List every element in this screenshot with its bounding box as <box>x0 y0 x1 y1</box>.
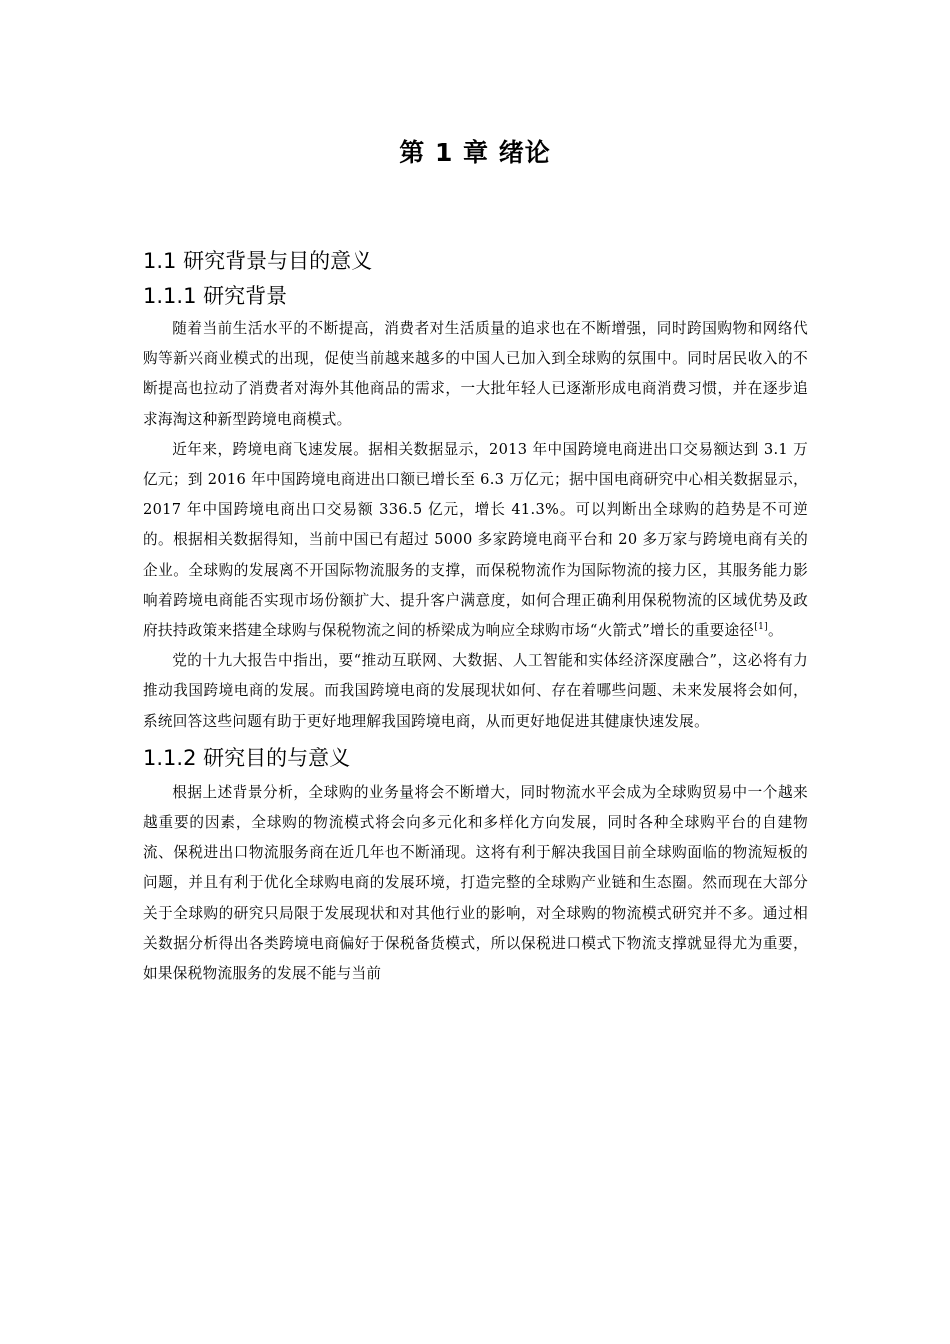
section-heading-1-1-2: 1.1.2 研究目的与意义 <box>143 745 351 770</box>
chapter-title: 第 1 章 绪论 <box>399 138 551 167</box>
paragraph-background-2 <box>143 435 808 646</box>
section-heading-1-1: 1.1 研究背景与目的意义 <box>143 249 373 273</box>
citation-marker: [1] <box>754 622 768 633</box>
document-body <box>143 244 808 989</box>
paragraph-background-2-text: 近年来，跨境电商飞速发展。据相关数据显示，2013 年中国跨境电商进出口交易额达到 3.1 万亿元；到 2016 年中国跨境电商进出口额已增长至 6.3 万亿元；据中国电商研究中心相关数据显示，2017 年中国跨境电商出口交易额 336.5 亿元，增长 41.3%。可以判断出全球购的趋势是不可逆的。根据相关数据得知，当前中国已有超过 5000 多家跨境电商平台和 20 多万家与跨境电商有关的企业。全球购的发展离不开国际物流服务的支撑，而保税物流作为国际物流的接力区，其服务能力影响着跨境电商能否实现市场份额扩大、提升客户满意度，如何合理正确利用保税物流的区域优势及政府扶持政策来搭建全球购与保税物流之间的桥梁成为响应全球购市场“火箭式”增长的重要途径 <box>143 440 808 640</box>
paragraph-background-3: 党的十九大报告中指出，要“推动互联网、大数据、人工智能和实体经济深度融合”，这必将有力推动我国跨境电商的发展。而我国跨境电商的发展现状如何、存在着哪些问题、未来发展将会如何，系统回答这些问题有助于更好地理解我国跨境电商，从而更好地促进其健康快速发展。 <box>143 652 808 730</box>
paragraph-purpose-1: 根据上述背景分析，全球购的业务量将会不断增大，同时物流水平会成为全球购贸易中一个越来越重要的因素，全球购的物流模式将会向多元化和多样化方向发展，同时各种全球购平台的自建物流、保税进出口物流服务商在近几年也不断涌现。这将有利于解决我国目前全球购面临的物流短板的问题，并且有利于优化全球购电商的发展环境，打造完整的全球购产业链和生态圈。然而现在大部分关于全球购的研究只局限于发展现状和对其他行业的影响，对全球购的物流模式研究并不多。通过相关数据分析得出各类跨境电商偏好于保税备货模式，所以保税进口模式下物流支撑就显得尤为重要，如果保税物流服务的发展不能与当前 <box>143 783 808 983</box>
section-heading-1-1-1: 1.1.1 研究背景 <box>143 284 288 308</box>
paragraph-background-1: 随着当前生活水平的不断提高，消费者对生活质量的追求也在不断增强，同时跨国购物和网络代购等新兴商业模式的出现，促使当前越来越多的中国人已加入到全球购的氛围中。同时居民收入的不断提高也拉动了消费者对海外其他商品的需求，一大批年轻人已逐渐形成电商消费习惯，并在逐步追求海淘这种新型跨境电商模式。 <box>143 320 808 428</box>
paragraph-background-2-tail: 。 <box>767 622 783 640</box>
